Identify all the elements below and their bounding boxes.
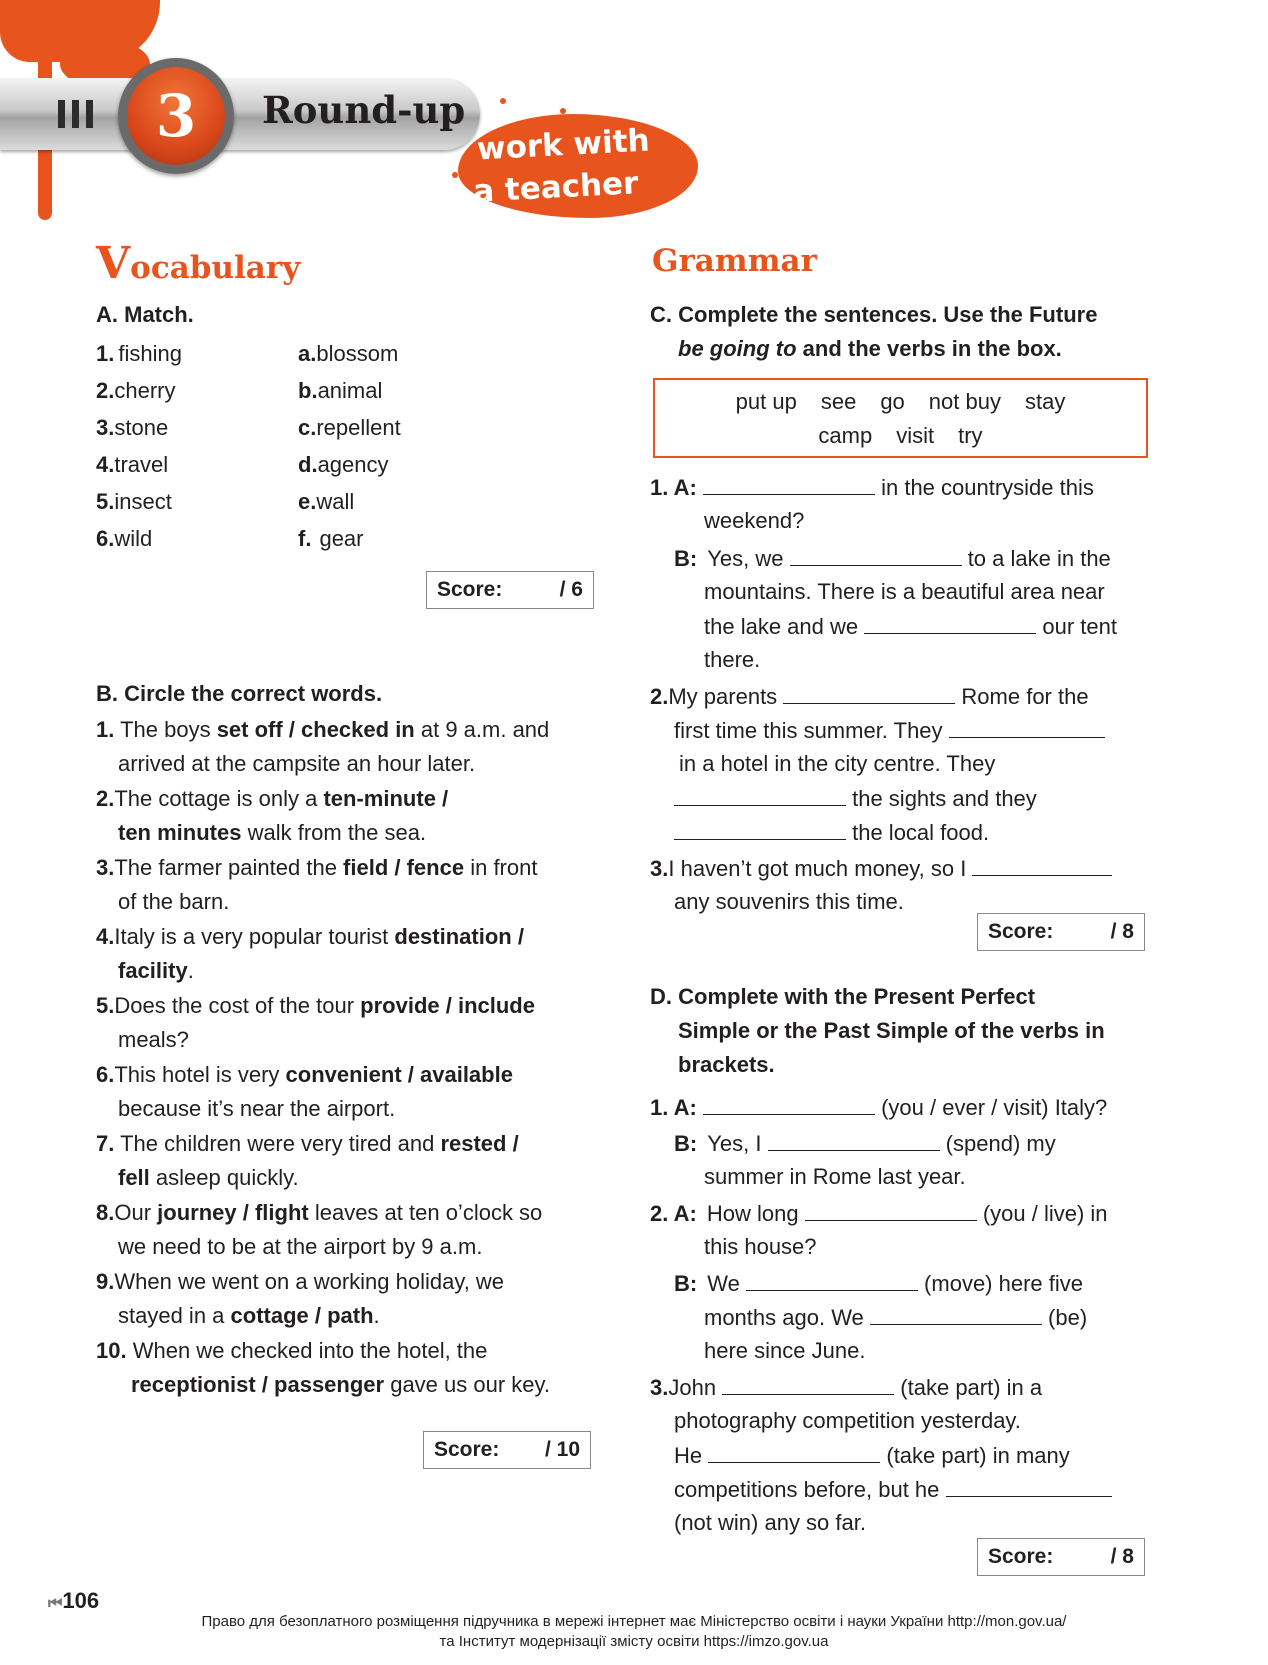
task-c-line: the local food. — [674, 819, 989, 846]
splash-dot — [560, 108, 566, 114]
list-item: 6.This hotel is very convenient / available — [96, 1062, 513, 1087]
splash-dot — [688, 168, 694, 174]
list-item-continued: because it’s near the airport. — [118, 1096, 396, 1121]
task-d-line: B: We (move) here five — [674, 1271, 1083, 1296]
footer-line-1: Право для безоплатного розміщення підручника в мережі інтернет має Міністерство освіти і науки України http://mon.gov.ua/ — [201, 1613, 1067, 1630]
score-label: Score: — [434, 1438, 500, 1461]
task-c-line: 1. A: in the countryside this — [650, 475, 1094, 500]
task-c-line: B: Yes, we to a lake in the — [674, 546, 1111, 571]
task-d-instruction — [650, 980, 1105, 1082]
score-label: Score: — [988, 1545, 1054, 1568]
badge-line-1: work with — [476, 122, 651, 168]
score-max: / 6 — [559, 578, 583, 601]
match-right-item: d.agency — [298, 452, 389, 477]
verb-box-row-2: camp visit try — [818, 423, 983, 448]
match-left-item: 4.travel — [96, 452, 169, 477]
task-d-line: B: Yes, I (spend) my — [674, 1131, 1056, 1156]
list-item: 4.Italy is a very popular tourist destination / — [96, 924, 524, 949]
task-d-line: 3.John (take part) in a — [650, 1375, 1043, 1400]
task-c-instruction-2: be going to and the verbs in the box. — [678, 336, 1062, 361]
score-box-a — [426, 571, 594, 609]
match-left-item: 5.insect — [96, 489, 172, 514]
badge-line-2: a teacher — [472, 165, 640, 210]
task-d-instruction-3: brackets. — [678, 1052, 775, 1077]
list-item: 1. The boys set off / checked in at 9 a.m. and — [96, 717, 550, 742]
task-c-line: in a hotel in the city centre. They — [679, 751, 996, 776]
list-item-continued: facility. — [118, 958, 194, 983]
grammar-title: Grammar — [652, 243, 817, 279]
splash-dot — [452, 172, 458, 178]
match-right-item: c.repellent — [298, 415, 401, 440]
task-c-instruction — [650, 298, 1097, 366]
task-d-line: 2. A: How long (you / live) in — [650, 1201, 1108, 1226]
task-d-line: here since June. — [704, 1338, 866, 1363]
task-c-line: any souvenirs this time. — [674, 889, 904, 914]
vocabulary-title — [96, 238, 300, 289]
page-title: Round-up — [262, 88, 466, 132]
list-item: 5.Does the cost of the tour provide / include — [96, 993, 535, 1018]
splash-dot — [500, 98, 506, 104]
unit-number-badge — [118, 58, 234, 174]
task-c-instruction-1: C. Complete the sentences. Use the Future — [650, 302, 1098, 327]
list-item-continued: arrived at the campsite an hour later. — [118, 751, 476, 776]
vocabulary-title-initial: V — [96, 238, 131, 289]
match-left-item: 1. fishing — [96, 341, 182, 366]
list-item: 7. The children were very tired and rested / — [96, 1131, 519, 1156]
header-stripes-icon — [58, 100, 93, 128]
task-c-line: the sights and they — [674, 785, 1037, 812]
match-right-item: f. gear — [298, 526, 364, 551]
task-b-instruction: B. Circle the correct words. — [96, 681, 383, 706]
list-item-continued: stayed in a cottage / path. — [118, 1303, 380, 1328]
match-left-item: 3.stone — [96, 415, 169, 440]
task-d-line: competitions before, but he — [674, 1476, 1112, 1503]
task-c-line: weekend? — [704, 508, 805, 533]
match-right-list — [298, 337, 401, 556]
rewind-icon: ⏮ — [48, 1595, 63, 1612]
verb-box-row-1: put up see go not buy stay — [735, 389, 1066, 414]
match-right-item: e.wall — [298, 489, 355, 514]
vocabulary-title-rest: ocabulary — [130, 250, 301, 286]
page-number: ⏮106 — [48, 1588, 100, 1613]
list-item-continued: we need to be at the airport by 9 a.m. — [118, 1234, 483, 1259]
task-c-line: the lake and we our tent — [704, 614, 1117, 639]
task-d-line: summer in Rome last year. — [704, 1164, 966, 1189]
score-label: Score: — [437, 578, 503, 601]
unit-number: 3 — [155, 82, 197, 150]
match-right-item: a.blossom — [298, 341, 399, 366]
task-d-instruction-1: D. Complete with the Present Perfect — [650, 984, 1036, 1009]
list-item-continued: meals? — [118, 1027, 189, 1052]
match-left-item: 6.wild — [96, 526, 153, 551]
score-max: / 8 — [1110, 1545, 1134, 1568]
list-item-continued: fell asleep quickly. — [118, 1165, 299, 1190]
match-left-item: 2.cherry — [96, 378, 176, 403]
score-box-c — [977, 913, 1145, 951]
task-a-instruction: A. Match. — [96, 302, 194, 327]
task-d-line: months ago. We (be) — [704, 1305, 1088, 1330]
task-c-line: 3.I haven’t got much money, so I — [650, 855, 1112, 882]
task-d-line: 1. A: (you / ever / visit) Italy? — [650, 1095, 1108, 1120]
list-item: 2.The cottage is only a ten-minute / — [96, 786, 449, 811]
score-box-b — [423, 1431, 591, 1469]
list-item-continued: receptionist / passenger gave us our key. — [131, 1372, 550, 1397]
score-label: Score: — [988, 920, 1054, 943]
score-box-d — [977, 1538, 1145, 1576]
verb-box — [653, 378, 1148, 458]
task-c-line: first time this summer. They — [674, 717, 1105, 744]
task-c-line: 2.My parents Rome for the — [650, 684, 1089, 709]
list-item: 8.Our journey / flight leaves at ten o’clock so — [96, 1200, 543, 1225]
score-max: / 10 — [544, 1438, 580, 1461]
task-d-line: this house? — [704, 1234, 817, 1259]
task-d-instruction-2: Simple or the Past Simple of the verbs in — [678, 1018, 1105, 1043]
list-item: 3.The farmer painted the field / fence in front — [96, 855, 538, 880]
task-d-line: (not win) any so far. — [674, 1510, 866, 1535]
task-d-line: photography competition yesterday. — [674, 1408, 1021, 1433]
match-left-list — [96, 337, 182, 556]
match-right-item: b.animal — [298, 378, 383, 403]
task-c-line: mountains. There is a beautiful area near — [704, 579, 1105, 604]
list-item: 10. When we checked into the hotel, the — [96, 1338, 488, 1363]
list-item-continued: of the barn. — [118, 889, 230, 914]
task-c-line: there. — [704, 647, 761, 672]
list-item-continued: ten minutes walk from the sea. — [118, 820, 427, 845]
list-item: 9.When we went on a working holiday, we — [96, 1269, 505, 1294]
footer — [0, 1612, 1268, 1652]
footer-line-2: та Інститут модернізації змісту освіти https://imzo.gov.ua — [439, 1633, 829, 1650]
teacher-badge-text — [472, 120, 653, 213]
score-max: / 8 — [1110, 920, 1134, 943]
task-d-line: He (take part) in many — [674, 1443, 1070, 1468]
task-b-list — [96, 713, 596, 1402]
